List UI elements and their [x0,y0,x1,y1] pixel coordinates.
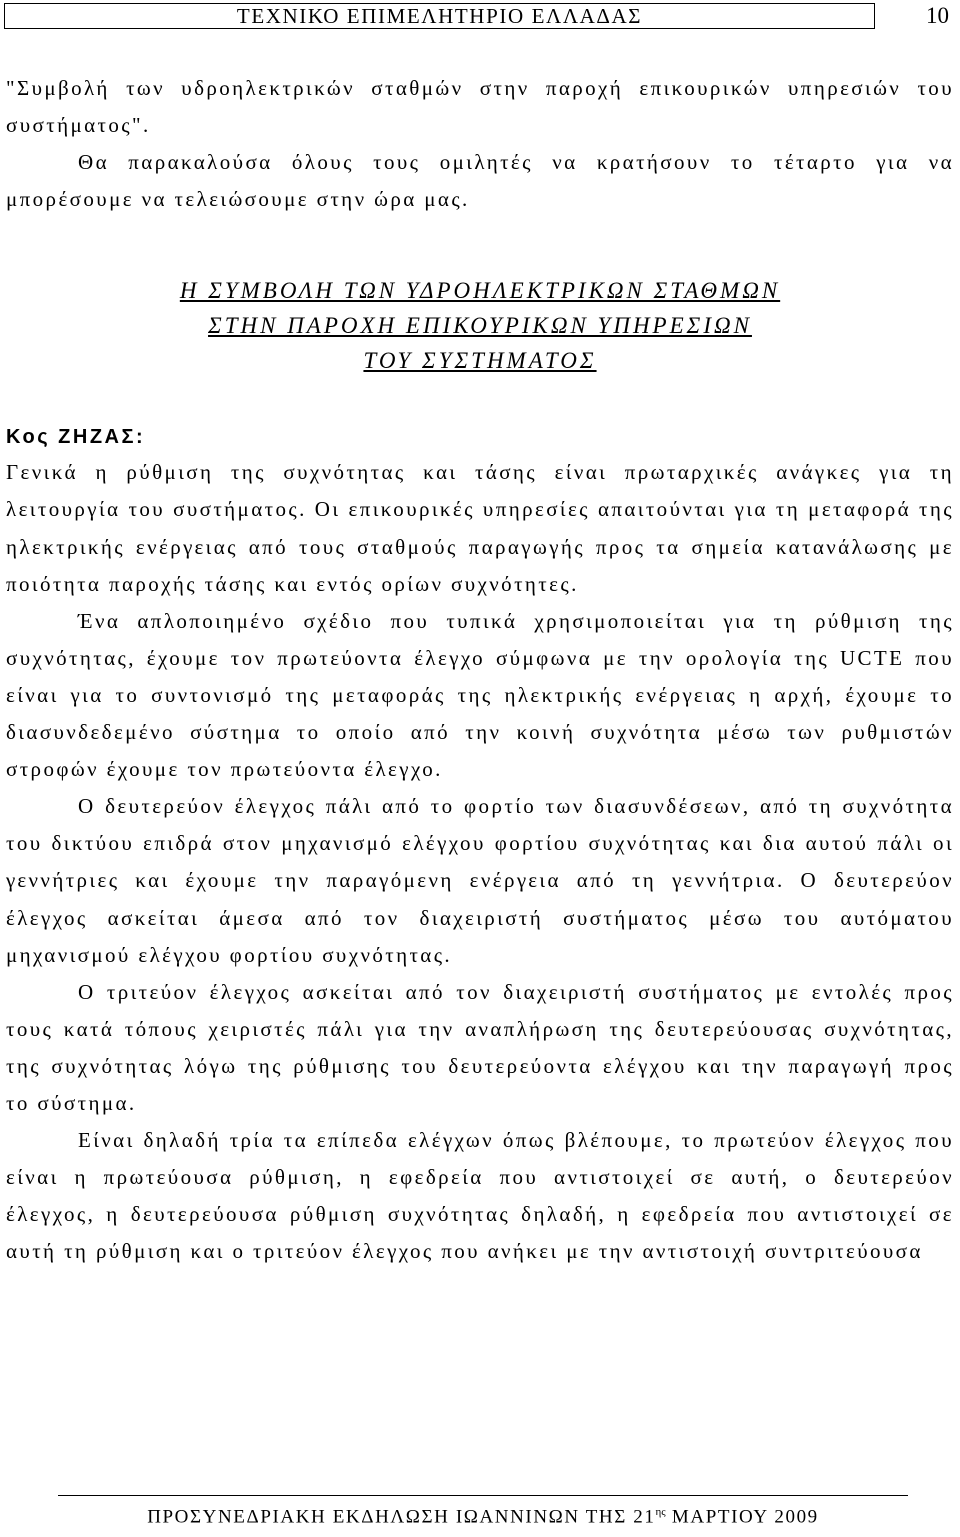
intro-paragraph-2: Θα παρακαλούσα όλους τους ομιλητές να κρατήσουν το τέταρτο για να μπορέσουμε να τελειώσουμε στην ώρα μας. [6,150,954,212]
section-title-line-2: ΣΤΗΝ ΠΑΡΟΧΗ ΕΠΙΚΟΥΡΙΚΩΝ ΥΠΗΡΕΣΙΩΝ [208,313,752,339]
page-footer [58,1495,908,1530]
document-body [6,70,954,1270]
page-number: 10 [926,3,949,28]
section-title [6,273,954,378]
body-paragraph-1: Γενικά η ρύθμιση της συχνότητας και τάσης είναι πρωταρχικές ανάγκες για τη λειτουργία του συστήματος. Οι επικουρικές υπηρεσίες απαιτούνται για τη μεταφορά της ηλεκτρικής ενέργειας από τους σταθμούς παραγωγής προς τα σημεία κατανάλωσης με ποιότητα παροχής τάσης και εντός ορίων συχνότητες. [6,460,954,596]
section-title-line-3: ΤΟΥ ΣΥΣΤΗΜΑΤΟΣ [363,348,597,374]
footer-text: ΠΡΟΣΥΝΕΔΡΙΑΚΗ ΕΚΔΗΛΩΣΗ ΙΩΑΝΝΙΝΩΝ ΤΗΣ 21 [147,1506,656,1528]
body-paragraph-2: Ένα απλοποιημένο σχέδιο που τυπικά χρησιμοποιείται για τη ρύθμιση της συχνότητας, έχουμε τον πρωτεύοντα έλεγχο σύμφωνα με την ορολογία της UCTE που είναι για το συντονισμό της μεταφοράς της ηλεκτρικής ενέργειας η αρχή, έχουμε το διασυνδεδεμένο σύστημα το οποίο από την κοινή συχνότητα μέσω των ρυθμιστών στροφών έχουμε τον πρωτεύοντα έλεγχο. [6,608,954,782]
body-paragraph-3: Ο δευτερεύον έλεγχος πάλι από το φορτίο των διασυνδέσεων, από τη συχνότητα του δικτύου επιδρά στον μηχανισμό ελέγχου φορτίου συχνότητας και δια αυτού πάλι οι γεννήτριες και έχουμε την παραγόμενη ενέργεια από τη γεννήτρια. Ο δευτερεύον έλεγχος ασκείται άμεσα από τον διαχειριστή συστήματος μέσω του αυτόματου μηχανισμού ελέγχου φορτίου συχνότητας. [6,794,954,967]
footer-date: ΜΑΡΤΙΟΥ 2009 [665,1506,819,1528]
section-title-line-1: Η ΣΥΜΒΟΛΗ ΤΩΝ ΥΔΡΟΗΛΕΚΤΡΙΚΩΝ ΣΤΑΘΜΩΝ [179,278,781,304]
body-paragraph-5: Είναι δηλαδή τρία τα επίπεδα ελέγχων όπως βλέπουμε, το πρωτεύον έλεγχος που είναι η πρωτεύουσα ρύθμιση, η εφεδρεία που αντιστοιχεί σε αυτή, ο δευτερεύον έλεγχος, η δευτερεύουσα ρύθμιση συχνότητας δηλαδή, η εφεδρεία που αντιστοιχεί σε αυτή τη ρύθμιση και ο τριτεύον έλεγχος που ανήκει με την αντιστοιχή συντριτεύουσα [6,1128,954,1264]
footer-superscript: ης [655,1506,666,1518]
speaker-label: Κος ΖΗΖΑΣ: [6,426,146,449]
body-paragraph-4: Ο τριτεύον έλεγχος ασκείται από τον διαχειριστή συστήματος με εντολές προς τους κατά τόπους χειριστές πάλι για την αναπλήρωση της δευτερεύουσας συχνότητας, της συχνότητας λόγω της ρύθμισης του δευτερεύοντα ελέγχου και την παραγωγή προς το σύστημα. [6,979,954,1115]
intro-paragraph-1: "Συμβολή των υδροηλεκτρικών σταθμών στην παροχή επικουρικών υπηρεσιών του συστήματος". [6,76,954,138]
header-title: ΤΕΧΝΙΚΟ ΕΠΙΜΕΛΗΤΗΡΙΟ ΕΛΛΑΔΑΣ [236,4,643,28]
